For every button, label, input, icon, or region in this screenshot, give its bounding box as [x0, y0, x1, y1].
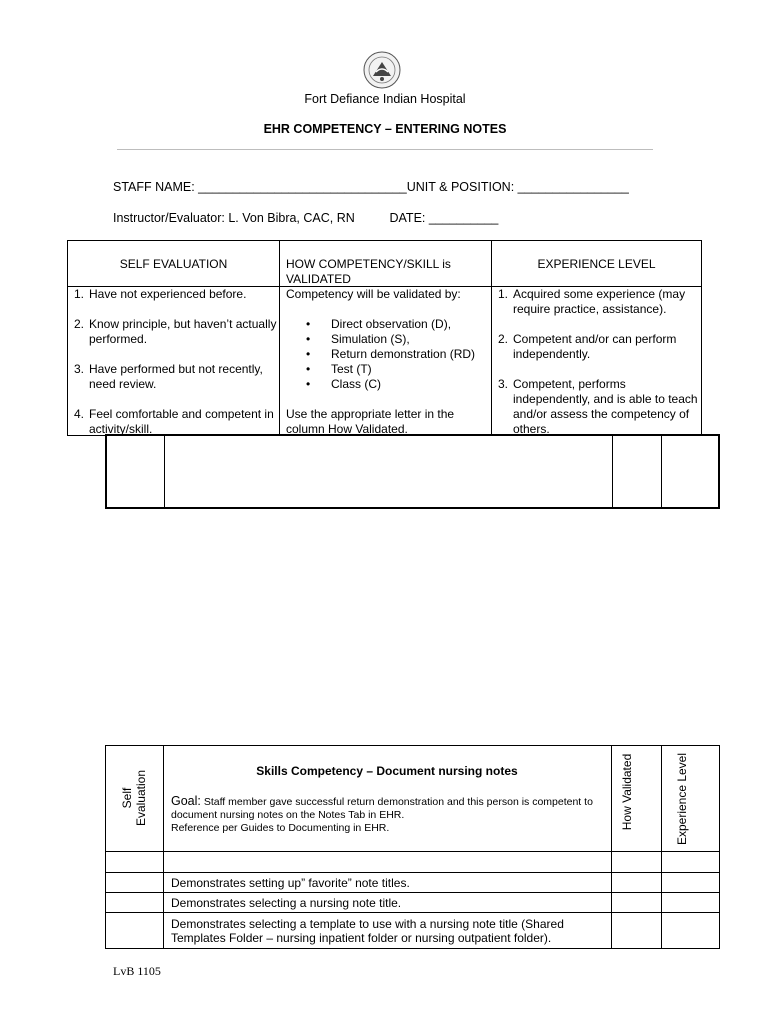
column-divider	[612, 436, 613, 507]
experience-level-header: EXPERIENCE LEVEL	[492, 241, 701, 287]
experience-item: 3. Competent, performs independently, and is able to teach and/or assess the competency of others.	[498, 377, 698, 436]
validation-method: • Direct observation (D),	[306, 317, 452, 331]
skill-row: Demonstrates selecting a nursing note title.	[171, 896, 402, 910]
document-title: EHR COMPETENCY – ENTERING NOTES	[263, 122, 507, 136]
self-eval-item: 4. Feel comfortable and competent in activity/skill.	[74, 407, 274, 436]
validation-method: • Test (T)	[306, 362, 372, 376]
skills-competency-table	[105, 745, 720, 949]
form-code: LvB 1105	[113, 964, 161, 978]
goal-reference: Reference per Guides to Documenting in EHR.	[171, 822, 390, 834]
empty-grid-table	[105, 434, 720, 509]
how-validated-label: How Validated	[620, 753, 634, 831]
title-rule	[117, 149, 653, 150]
column-divider	[164, 436, 165, 507]
column-divider	[611, 746, 612, 948]
skills-goal	[171, 795, 611, 835]
legend-table	[67, 240, 702, 436]
validation-method: • Return demonstration (RD)	[306, 347, 476, 361]
how-validated-header: HOW COMPETENCY/SKILL is VALIDATED	[280, 241, 491, 287]
goal-label: Goal:	[171, 794, 201, 808]
self-evaluation-header: SELF EVALUATION	[68, 241, 279, 287]
column-divider	[661, 746, 662, 948]
hospital-name: Fort Defiance Indian Hospital	[304, 92, 466, 106]
row-divider	[106, 892, 719, 893]
experience-level-label: Experience Level	[675, 752, 689, 846]
self-evaluation-label: Self Evaluation	[120, 769, 148, 827]
self-eval-item: 3. Have performed but not recently, need review.	[74, 362, 263, 391]
goal-text: Staff member gave successful return demonstration and this person is competent to document nursing notes on the Notes Tab in EHR.	[171, 796, 593, 821]
validation-method: • Simulation (S),	[306, 332, 410, 346]
skill-row: Demonstrates selecting a template to use with a nursing note title (Shared Templates Folder – nursing inpatient folder or nursing outpatient folder).	[171, 917, 564, 945]
experience-item: 2. Competent and/or can perform independently.	[498, 332, 677, 361]
staff-name-line: STAFF NAME: ______________________________UNIT & POSITION: ________________	[113, 180, 629, 194]
instructor-line: Instructor/Evaluator: L. Von Bibra, CAC, RN DATE: __________	[113, 211, 499, 225]
how-validated-intro: Competency will be validated by:	[286, 287, 461, 301]
validation-method: • Class (C)	[306, 377, 381, 391]
skill-row: Demonstrates setting up” favorite” note titles.	[171, 876, 410, 890]
ihs-seal-logo	[362, 50, 402, 90]
self-eval-item: 1. Have not experienced before.	[74, 287, 247, 301]
how-validated-note: Use the appropriate letter in the column How Validated.	[286, 407, 455, 436]
how-validated-column	[280, 241, 492, 435]
row-divider	[106, 851, 719, 852]
skills-title: Skills Competency – Document nursing notes	[256, 764, 518, 778]
experience-item: 1. Acquired some experience (may require practice, assistance).	[498, 287, 686, 316]
row-divider	[106, 912, 719, 913]
self-evaluation-column	[68, 241, 280, 435]
self-eval-item: 2. Know principle, but haven’t actually performed.	[74, 317, 277, 346]
experience-level-column	[492, 241, 701, 435]
column-divider	[661, 436, 662, 507]
row-divider	[106, 872, 719, 873]
